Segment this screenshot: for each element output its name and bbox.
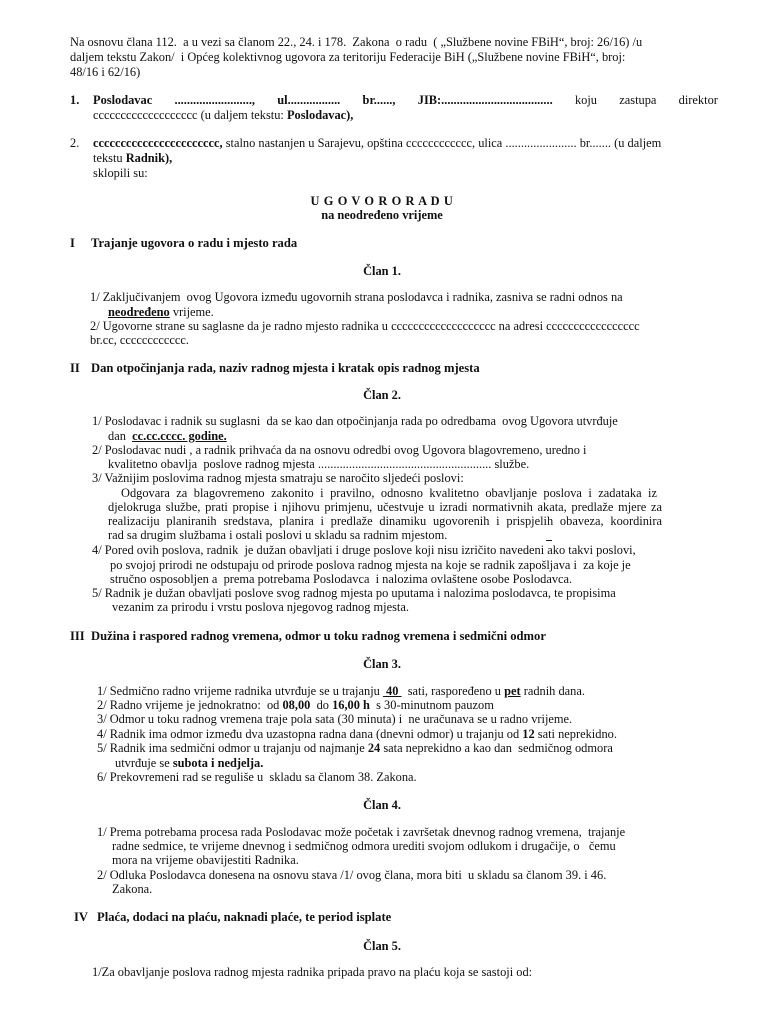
stray-mark [546,540,552,541]
preamble-line: daljem tekstu Zakon/ i Općeg kolektivnog ugovora za teritoriju Federacije BiH („Službene novine FBiH“, broj: [70,50,626,64]
clause-line: 1/ Zaključivanjem ovog Ugovora između ugovornih strana poslodavca i radnika, zasniva se radni odnos na [90,290,623,304]
section-number: IV [74,910,88,924]
document-subtitle: na neodređeno vrijeme [321,208,443,222]
clause-line: mora na vrijeme obavijestiti Radnika. [112,853,299,867]
clause-line: 4/ Radnik ima odmor između dva uzastopna radna dana (dnevni odmor) u trajanju od 12 sati neprekidno. [97,727,617,741]
preamble-line: 48/16 i 62/16) [70,65,141,79]
party-number: 2. [70,136,80,150]
preamble-line: Na osnovu člana 112. a u vezi sa članom 22., 24. i 178. Zakona o radu ( „Službene novine FBiH“, broj: 26/16) /u [70,35,643,49]
clause-line: 1/ Prema potrebama procesa rada Poslodavac može početak i završetak dnevnog radnog vremena, trajanje [97,825,626,839]
document-title: U G O V O R O R A D U [310,194,454,208]
clause-line: dan cc.cc.cccc. godine. [108,429,227,443]
clause-line: djelokruga službe, prati propise i njihovu primjenu, učestvuje u izradi normativnih akata, predlaže mjere za [108,500,662,514]
clause-line: 2/ Ugovorne strane su saglasne da je radno mjesto radnika u ccccccccccccccccccc na adresi ccccccccccccccccc [90,319,640,333]
clause-line: 1/ Poslodavac i radnik su suglasni da se kao dan otpočinjanja rada po odredbama ovog Ugovora utvrđuje [92,414,618,428]
blank-field: ul................. [277,93,341,107]
blank-field: ........................., [174,93,256,107]
article-title: Član 4. [363,798,401,812]
clause-line: Odgovara za blagovremeno zakonito i pravilno, odnosno kvalitetno obavljanje poslova i zadataka iz [121,486,657,500]
clause-line: 3/ Važnijim poslovima radnog mjesta smatraju se naročito sljedeći poslovi: [92,471,464,485]
text-word: direktor [678,93,718,107]
article-title: Član 1. [363,264,401,278]
clause-line: realizaciju planiranih sredstava, planira i predlaže dinamiku ugovorenih i prispjelih obaveza, koordinira [108,514,662,528]
clause-line: 5/ Radnik ima sedmični odmor u trajanju od najmanje 24 sata neprekidno a kao dan sedmičnog odmora [97,741,613,755]
blank-field: JIB:.................................... [417,93,553,107]
clause-line: stručno osposobljen a prema potrebama Poslodavca i nalozima ovlaštene osobe Poslodavca. [110,572,573,586]
clause-line: Zakona. [112,882,153,896]
section-number: II [70,361,80,375]
article-title: Član 3. [363,657,401,671]
blank-field: br......, [362,93,396,107]
text-word: zastupa [619,93,657,107]
section-heading: Dan otpočinjanja rada, naziv radnog mjesta i kratak opis radnog mjesta [91,361,480,375]
clause-line: 4/ Pored ovih poslova, radnik je dužan obavljati i druge poslove koji nisu izričito navedeni ako takvi poslovi, [92,543,636,557]
clause-line: rad sa drugim službama i ostali poslovi u skladu sa radnim mjestom. [108,528,448,542]
article-title: Član 2. [363,388,401,402]
clause-line: 5/ Radnik je dužan obavljati poslove svog radnog mjesta po uputama i nalozima poslodavca, te propisima [92,586,616,600]
clause-line: 2/ Odluka Poslodavca donesena na osnovu stava /1/ ovog člana, mora biti u skladu sa članom 39. i 46. [97,868,607,882]
clause-line: radne sedmice, te vrijeme dnevnog i sedmičnog odmora urediti svojom odlukom i drugačije, o čemu [112,839,616,853]
party2-line: ccccccccccccccccccccccc, stalno nastanjen u Sarajevu, opština cccccccccccc, ulica ....................... br....... (u daljem [93,136,662,150]
section-heading: Plaća, dodaci na plaću, naknadi plaće, te period isplate [97,910,392,924]
clause-line: 1/ Sedmično radno vrijeme radnika utvrđuje se u trajanju 40 sati, raspoređeno u pet radnih dana. [97,684,585,698]
section-number: III [70,629,85,643]
clause-line: 3/ Odmor u toku radnog vremena traje pola sata (30 minuta) i ne uračunava se u radno vrijeme. [97,712,573,726]
section-heading: Trajanje ugovora o radu i mjesto rada [91,236,298,250]
clause-line: kvalitetno obavlja poslove radnog mjesta ........................................................ službe. [108,457,530,471]
party1-line [93,93,718,107]
party2-line: sklopili su: [93,166,148,180]
text-word: koju [574,93,597,107]
clause-line: po svojoj prirodi ne odstupaju od prirode poslova radnog mjesta na koje se radnik zapošljava i za koje je [110,558,631,572]
clause-line: vezanim za prirodu i vrstu poslova njegovog radnog mjesta. [112,600,409,614]
clause-line: 2/ Poslodavac nudi , a radnik prihvaća da na osnovu odredbi ovog Ugovora blagovremeno, uredno i [92,443,587,457]
section-number: I [70,236,75,250]
party2-line: tekstu Radnik), [93,151,173,165]
clause-line: 2/ Radno vrijeme je jednokratno: od 08,00 do 16,00 h s 30-minutnom pauzom [97,698,494,712]
section-heading: Dužina i raspored radnog vremena, odmor u toku radnog vremena i sedmični odmor [91,629,546,643]
article-title: Član 5. [363,939,401,953]
clause-line: 6/ Prekovremeni rad se reguliše u skladu sa članom 38. Zakona. [97,770,417,784]
employer-label: Poslodavac [93,93,153,107]
clause-line: neodređeno vrijeme. [108,305,214,319]
party-number: 1. [70,93,80,107]
clause-line: utvrđuje se subota i nedjelja. [115,756,264,770]
clause-line: br.cc, cccccccccccc. [90,333,190,347]
clause-line: 1/Za obavljanje poslova radnog mjesta radnika pripada pravo na plaću koja se sastoji od: [92,965,533,979]
party1-line: ccccccccccccccccccc (u daljem tekstu: Poslodavac), [93,108,354,122]
